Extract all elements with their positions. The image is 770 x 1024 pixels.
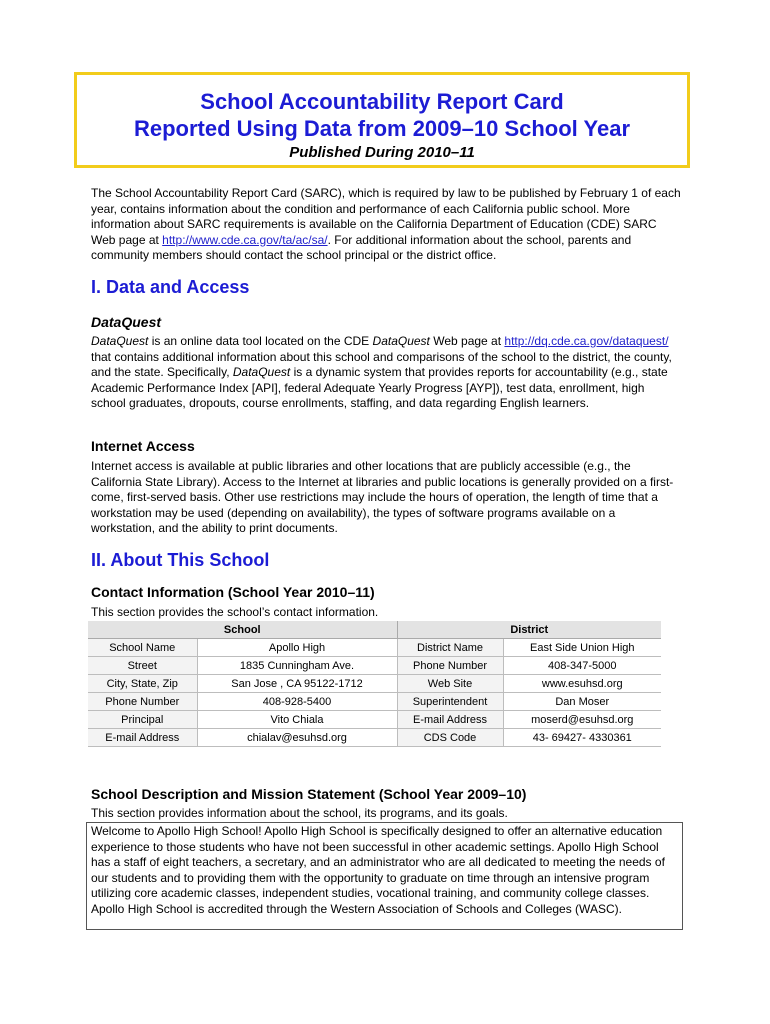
dataquest-text-4: is a dynamic system that provides reports for accountability (e.g., state Academic Performance Index [API], federal Adequate Yearly Progress [AYP]), test data, enrollment, high school graduates, dropouts, course enrollments, staffing, and data regarding English learners. <box>91 365 668 410</box>
mission-intro: This section provides information about the school, its programs, and its goals. <box>91 806 508 820</box>
mission-statement-box: Welcome to Apollo High School! Apollo High School is specifically designed to offer an alternative education experience to those students who have not been successful in other academic settings. Apollo High School has a staff of eight teachers, a secretary, and an administrator who are all dedicated to meeting the needs of our students and to providing them with the opportunity to graduate on time through an intensive program utilizing core academic classes, independent studies, vocational training, and community college classes. Apollo High School is accredited through the Western Association of Schools and Colleges (WASC). <box>86 822 683 930</box>
contact-intro: This section provides the school’s contact information. <box>91 605 379 619</box>
school-value-cell: 1835 Cunningham Ave. <box>197 657 397 675</box>
subheading-contact-info: Contact Information (School Year 2010–11) <box>91 584 375 600</box>
school-label-cell: Street <box>88 657 197 675</box>
district-value-cell: East Side Union High <box>503 639 661 657</box>
table-row <box>88 639 661 657</box>
dataquest-text-3: that contains additional information about this school and comparisons of the school to the district, the county, and the state. Specifically, <box>91 349 672 379</box>
sarc-link[interactable]: http://www.cde.ca.gov/ta/ac/sa/ <box>162 232 328 247</box>
dataquest-link[interactable]: http://dq.cde.ca.gov/dataquest/ <box>504 334 669 348</box>
dataquest-text-1: is an online data tool located on the CDE <box>148 334 373 348</box>
school-label-cell: School Name <box>88 639 197 657</box>
title-box <box>74 72 690 168</box>
intro-text-end: . For additional information about the school, parents and community members should contact the school principal or the district office. <box>91 232 632 262</box>
district-value-cell: www.esuhsd.org <box>503 675 661 693</box>
dataquest-name-3: DataQuest <box>232 365 291 379</box>
school-value-cell: Apollo High <box>197 639 397 657</box>
subheading-internet-access: Internet Access <box>91 438 195 454</box>
published-subtitle: Published During 2010–11 <box>289 144 475 161</box>
subheading-dataquest: DataQuest <box>91 314 162 330</box>
district-column-header: District <box>397 621 661 639</box>
school-value-cell: 408-928-5400 <box>197 693 397 711</box>
section-heading-about-school: II. About This School <box>91 550 270 570</box>
intro-text: The School Accountability Report Card (SARC), which is required by law to be published by February 1 of each year, contains information about the condition and performance of each California public school. More information about SARC requirements is available on the California Department of Education (CDE) SARC Web page at <box>91 186 681 247</box>
school-value-cell: Vito Chiala <box>197 711 397 729</box>
school-label-cell: Phone Number <box>88 693 197 711</box>
district-label-cell: Superintendent <box>397 693 503 711</box>
table-row <box>88 675 661 693</box>
school-value-cell: San Jose , CA 95122-1712 <box>197 675 397 693</box>
district-value-cell: 408-347-5000 <box>503 657 661 675</box>
district-value-cell: moserd@esuhsd.org <box>503 711 661 729</box>
dataquest-text-2: Web page at <box>429 334 505 348</box>
table-row <box>88 693 661 711</box>
district-label-cell: E-mail Address <box>397 711 503 729</box>
subheading-mission: School Description and Mission Statement (School Year 2009–10) <box>91 786 527 802</box>
school-label-cell: City, State, Zip <box>88 675 197 693</box>
report-title: School Accountability Report Card <box>200 89 564 114</box>
table-row <box>88 657 661 675</box>
dataquest-paragraph <box>91 334 681 412</box>
report-title-year: Reported Using Data from 2009–10 School Year <box>134 116 630 141</box>
school-label-cell: Principal <box>88 711 197 729</box>
district-label-cell: CDS Code <box>397 729 503 747</box>
school-value-cell: chialav@esuhsd.org <box>197 729 397 747</box>
school-label-cell: E-mail Address <box>88 729 197 747</box>
dataquest-name-2: DataQuest <box>372 334 430 348</box>
district-label-cell: Web Site <box>397 675 503 693</box>
district-value-cell: 43- 69427- 4330361 <box>503 729 661 747</box>
school-column-header: School <box>88 621 397 639</box>
district-label-cell: Phone Number <box>397 657 503 675</box>
district-value-cell: Dan Moser <box>503 693 661 711</box>
internet-access-paragraph: Internet access is available at public libraries and other locations that are publicly accessible (e.g., the California State Library). Access to the Internet at libraries and public locations is generally provided on a first-come, first-served basis. Other use restrictions may include the hours of operation, the length of time that a workstation may be used (depending on availability), the types of software programs available on a workstation, and the ability to print documents. <box>91 459 674 535</box>
table-row <box>88 729 661 747</box>
contact-table <box>88 621 661 747</box>
table-row <box>88 711 661 729</box>
dataquest-name: DataQuest <box>91 334 149 348</box>
intro-paragraph <box>91 186 681 264</box>
section-heading-data-access: I. Data and Access <box>91 277 250 297</box>
district-label-cell: District Name <box>397 639 503 657</box>
